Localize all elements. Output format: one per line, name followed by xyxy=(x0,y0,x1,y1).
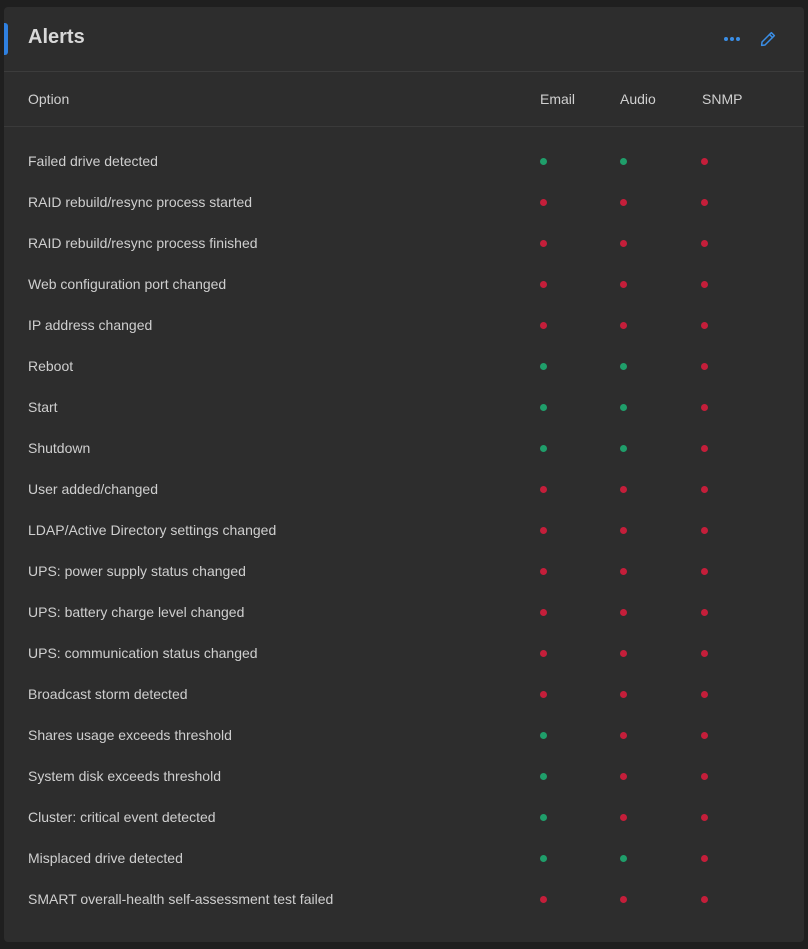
snmp-status-dot xyxy=(701,322,708,329)
row-label: UPS: communication status changed xyxy=(28,645,258,661)
snmp-status-dot xyxy=(701,568,708,575)
audio-status-dot xyxy=(620,773,627,780)
row-label: Shutdown xyxy=(28,440,91,456)
audio-status-dot xyxy=(620,199,627,206)
table-row xyxy=(4,754,804,795)
edit-button[interactable] xyxy=(756,25,780,53)
snmp-status-dot xyxy=(701,404,708,411)
audio-status-dot xyxy=(620,363,627,370)
audio-status-dot xyxy=(620,855,627,862)
email-status-dot xyxy=(540,158,547,165)
row-label: Failed drive detected xyxy=(28,153,158,169)
row-label: Cluster: critical event detected xyxy=(28,809,216,825)
snmp-status-dot xyxy=(701,773,708,780)
table-row xyxy=(4,385,804,426)
email-status-dot xyxy=(540,527,547,534)
table-row xyxy=(4,877,804,918)
email-status-dot xyxy=(540,855,547,862)
row-label: UPS: power supply status changed xyxy=(28,563,246,579)
email-status-dot xyxy=(540,814,547,821)
row-label: RAID rebuild/resync process started xyxy=(28,194,253,210)
audio-status-dot xyxy=(620,732,627,739)
snmp-status-dot xyxy=(701,527,708,534)
row-label: LDAP/Active Directory settings changed xyxy=(28,522,277,538)
table-row xyxy=(4,262,804,303)
audio-status-dot xyxy=(620,322,627,329)
table-row xyxy=(4,549,804,590)
audio-status-dot xyxy=(620,568,627,575)
email-status-dot xyxy=(540,896,547,903)
table-body xyxy=(4,127,804,918)
email-status-dot xyxy=(540,322,547,329)
table-row xyxy=(4,672,804,713)
audio-status-dot xyxy=(620,486,627,493)
audio-status-dot xyxy=(620,527,627,534)
email-status-dot xyxy=(540,281,547,288)
audio-status-dot xyxy=(620,650,627,657)
audio-status-dot xyxy=(620,240,627,247)
more-horizontal-icon xyxy=(723,36,741,42)
column-header-snmp: SNMP xyxy=(702,91,743,107)
email-status-dot xyxy=(540,404,547,411)
email-status-dot xyxy=(540,691,547,698)
column-header-audio: Audio xyxy=(620,91,656,107)
table-row xyxy=(4,139,804,180)
email-status-dot xyxy=(540,240,547,247)
pencil-icon xyxy=(759,30,777,48)
audio-status-dot xyxy=(620,281,627,288)
table-row xyxy=(4,221,804,262)
email-status-dot xyxy=(540,568,547,575)
email-status-dot xyxy=(540,732,547,739)
alerts-panel xyxy=(4,7,804,942)
table-row xyxy=(4,426,804,467)
row-label: Broadcast storm detected xyxy=(28,686,188,702)
snmp-status-dot xyxy=(701,691,708,698)
row-label: SMART overall-health self-assessment test failed xyxy=(28,891,334,907)
table-row xyxy=(4,836,804,877)
table-row xyxy=(4,344,804,385)
more-options-button[interactable] xyxy=(720,25,744,53)
audio-status-dot xyxy=(620,404,627,411)
panel-title: Alerts xyxy=(28,26,85,48)
row-label: Web configuration port changed xyxy=(28,276,227,292)
header-actions xyxy=(720,25,780,53)
audio-status-dot xyxy=(620,814,627,821)
row-label: Misplaced drive detected xyxy=(28,850,183,866)
table-row xyxy=(4,795,804,836)
email-status-dot xyxy=(540,363,547,370)
row-label: System disk exceeds threshold xyxy=(28,768,221,784)
row-label: IP address changed xyxy=(28,317,153,333)
table-row xyxy=(4,508,804,549)
row-label: Shares usage exceeds threshold xyxy=(28,727,232,743)
snmp-status-dot xyxy=(701,609,708,616)
snmp-status-dot xyxy=(701,855,708,862)
snmp-status-dot xyxy=(701,363,708,370)
panel-header xyxy=(4,7,804,72)
audio-status-dot xyxy=(620,158,627,165)
snmp-status-dot xyxy=(701,158,708,165)
table-row xyxy=(4,467,804,508)
column-header-option: Option xyxy=(28,91,70,107)
column-header-email: Email xyxy=(540,91,576,107)
email-status-dot xyxy=(540,199,547,206)
audio-status-dot xyxy=(620,691,627,698)
row-label: User added/changed xyxy=(28,481,158,497)
row-label: Start xyxy=(28,399,58,415)
table-header xyxy=(4,72,804,127)
snmp-status-dot xyxy=(701,814,708,821)
table-row xyxy=(4,303,804,344)
audio-status-dot xyxy=(620,609,627,616)
email-status-dot xyxy=(540,609,547,616)
row-label: UPS: battery charge level changed xyxy=(28,604,245,620)
table-row xyxy=(4,180,804,221)
snmp-status-dot xyxy=(701,199,708,206)
row-label: RAID rebuild/resync process finished xyxy=(28,235,258,251)
table-row xyxy=(4,631,804,672)
audio-status-dot xyxy=(620,896,627,903)
snmp-status-dot xyxy=(701,650,708,657)
row-label: Reboot xyxy=(28,358,74,374)
email-status-dot xyxy=(540,445,547,452)
email-status-dot xyxy=(540,773,547,780)
snmp-status-dot xyxy=(701,486,708,493)
snmp-status-dot xyxy=(701,445,708,452)
snmp-status-dot xyxy=(701,732,708,739)
audio-status-dot xyxy=(620,445,627,452)
snmp-status-dot xyxy=(701,281,708,288)
snmp-status-dot xyxy=(701,240,708,247)
table-row xyxy=(4,713,804,754)
email-status-dot xyxy=(540,486,547,493)
email-status-dot xyxy=(540,650,547,657)
snmp-status-dot xyxy=(701,896,708,903)
table-row xyxy=(4,590,804,631)
